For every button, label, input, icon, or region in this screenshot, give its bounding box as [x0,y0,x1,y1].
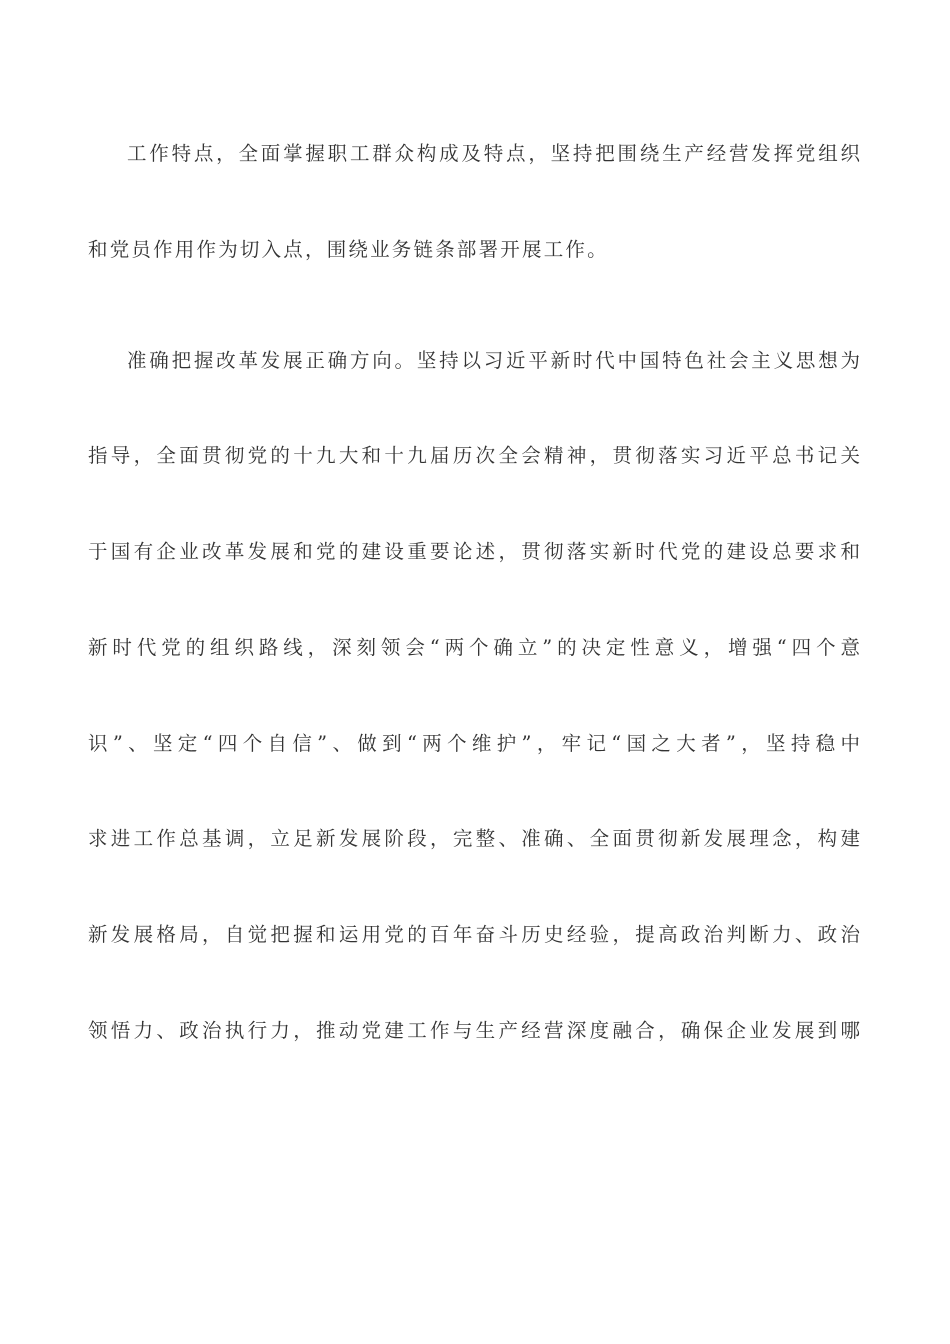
text-line: 准确把握改革发展正确方向。坚持以习近平新时代中国特色社会主义思想为 [127,349,860,372]
text-line: 领悟力、政治执行力，推动党建工作与生产经营深度融合，确保企业发展到哪 [88,1019,860,1042]
text-line: 识”、坚定“四个自信”、做到“两个维护”，牢记“国之大者”，坚持稳中 [88,732,860,755]
text-line: 于国有企业改革发展和党的建设重要论述，贯彻落实新时代党的建设总要求和 [88,540,860,563]
text-line: 新时代党的组织路线，深刻领会“两个确立”的决定性意义，增强“四个意 [88,636,860,659]
text-line: 新发展格局，自觉把握和运用党的百年奋斗历史经验，提高政治判断力、政治 [88,923,860,946]
text-line: 工作特点，全面掌握职工群众构成及特点，坚持把围绕生产经营发挥党组织 [127,142,860,165]
text-line: 求进工作总基调，立足新发展阶段，完整、准确、全面贯彻新发展理念，构建 [88,827,860,850]
text-line: 和党员作用作为切入点，围绕业务链条部署开展工作。 [88,238,609,261]
text-line: 指导，全面贯彻党的十九大和十九届历次全会精神，贯彻落实习近平总书记关 [88,444,860,467]
